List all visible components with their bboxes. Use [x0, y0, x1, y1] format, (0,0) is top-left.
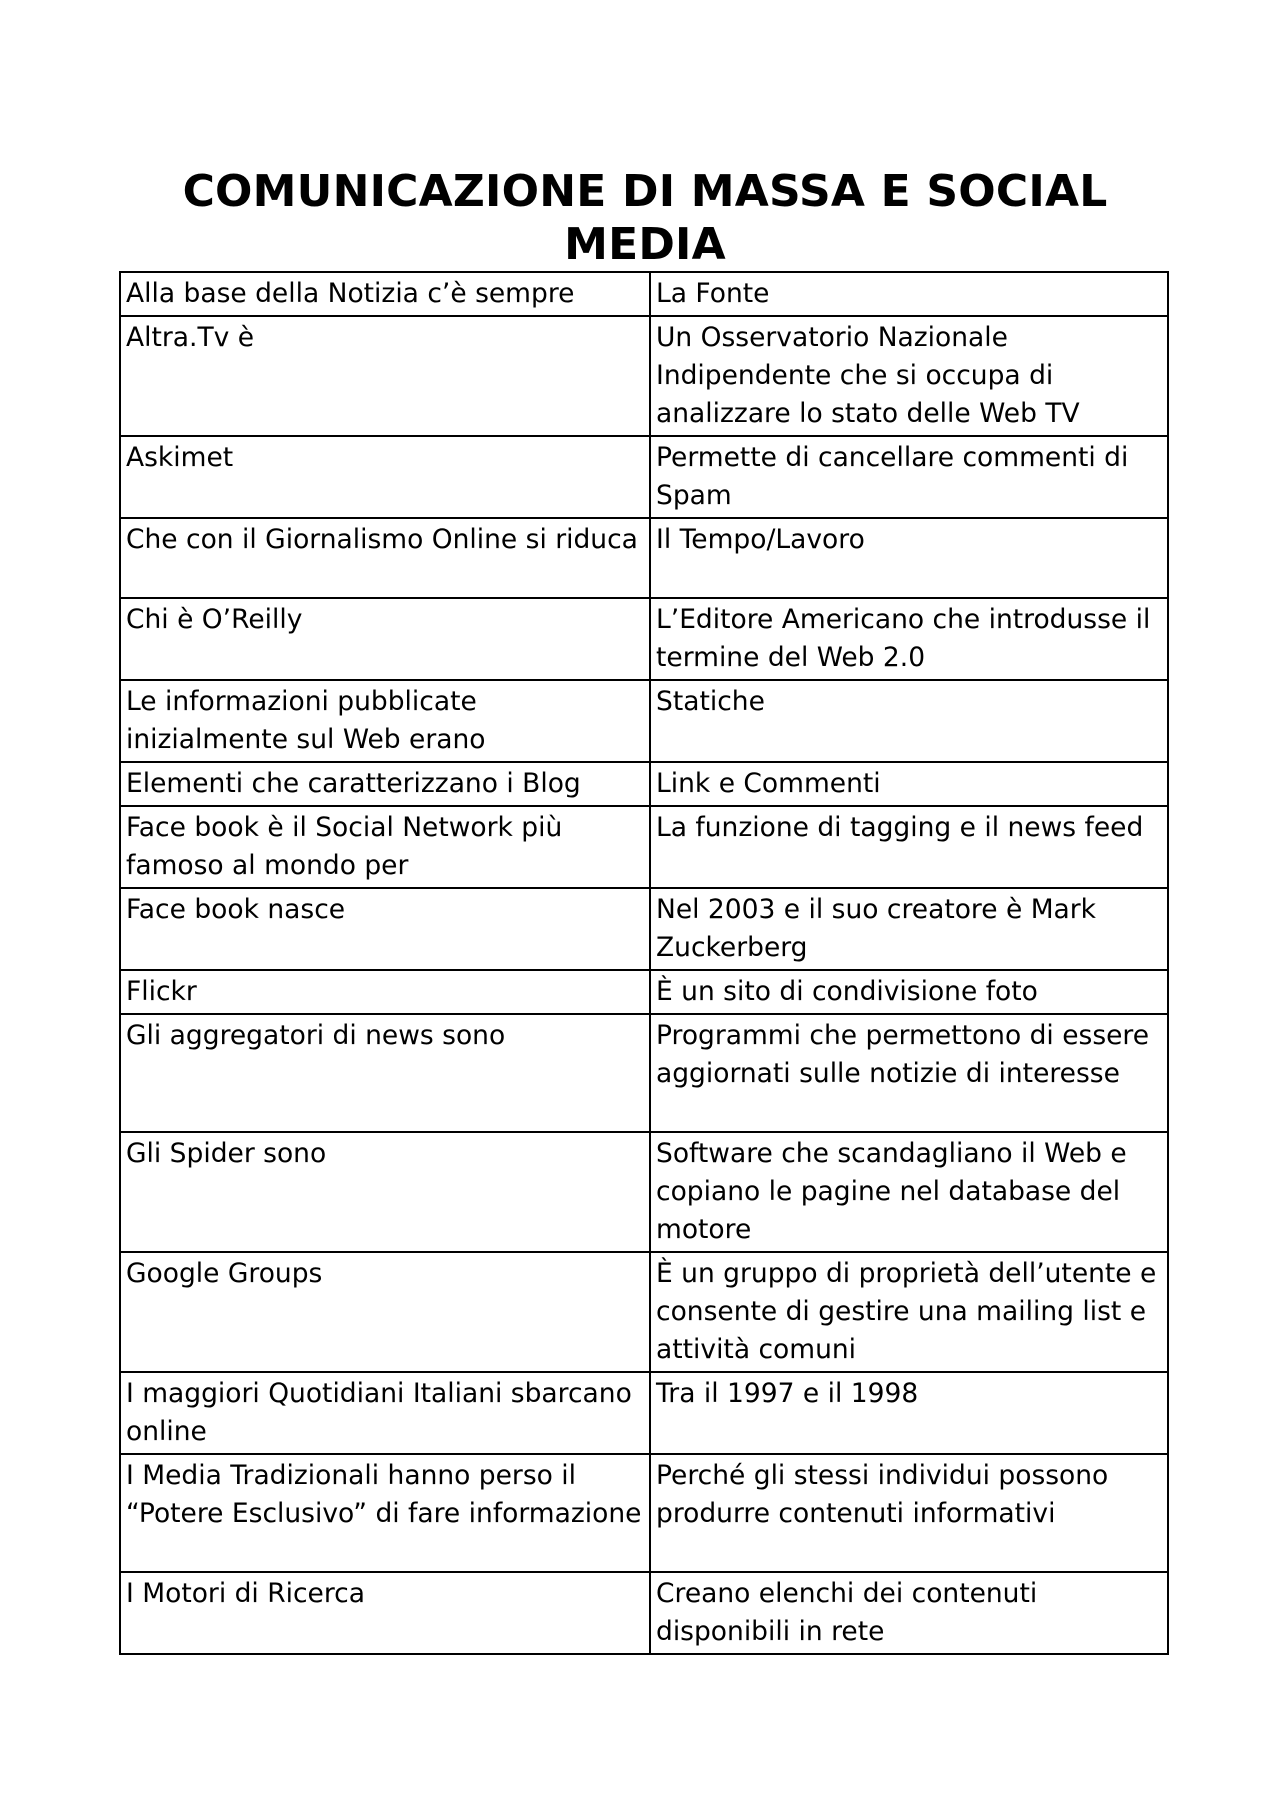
answer-cell: Tra il 1997 e il 1998 [650, 1372, 1168, 1454]
question-cell: Gli aggregatori di news sono [120, 1014, 650, 1132]
table-row [120, 888, 1168, 970]
question-cell: I Motori di Ricerca [120, 1572, 650, 1654]
answer-cell: Creano elenchi dei contenuti disponibili in rete [650, 1572, 1168, 1654]
table-row [120, 1132, 1168, 1252]
question-cell: Chi è O’Reilly [120, 598, 650, 680]
table-row [120, 598, 1168, 680]
table-row [120, 1372, 1168, 1454]
question-cell: Gli Spider sono [120, 1132, 650, 1252]
table-row [120, 316, 1168, 436]
answer-cell: È un sito di condivisione foto [650, 970, 1168, 1014]
question-cell: I maggiori Quotidiani Italiani sbarcano online [120, 1372, 650, 1454]
answer-cell: Statiche [650, 680, 1168, 762]
document-title [120, 165, 1170, 271]
question-cell: Altra.Tv è [120, 316, 650, 436]
answer-cell: Nel 2003 e il suo creatore è Mark Zuckerberg [650, 888, 1168, 970]
question-cell: Face book è il Social Network più famoso al mondo per [120, 806, 650, 888]
table-row [120, 970, 1168, 1014]
question-cell: Alla base della Notizia c’è sempre [120, 272, 650, 316]
table-row [120, 272, 1168, 316]
qa-table [119, 271, 1169, 1655]
answer-cell: È un gruppo di proprietà dell’utente e consente di gestire una mailing list e attività comuni [650, 1252, 1168, 1372]
answer-cell: Permette di cancellare commenti di Spam [650, 436, 1168, 518]
answer-cell: La Fonte [650, 272, 1168, 316]
table-row [120, 1014, 1168, 1132]
answer-cell: Il Tempo/Lavoro [650, 518, 1168, 598]
answer-cell: Link e Commenti [650, 762, 1168, 806]
table-row [120, 1572, 1168, 1654]
table-row [120, 1252, 1168, 1372]
question-cell: Flickr [120, 970, 650, 1014]
answer-cell: L’Editore Americano che introdusse il termine del Web 2.0 [650, 598, 1168, 680]
answer-cell: La funzione di tagging e il news feed [650, 806, 1168, 888]
question-cell: Face book nasce [120, 888, 650, 970]
answer-cell: Perché gli stessi individui possono produrre contenuti informativi [650, 1454, 1168, 1572]
table-row [120, 762, 1168, 806]
question-cell: Askimet [120, 436, 650, 518]
answer-cell: Un Osservatorio Nazionale Indipendente che si occupa di analizzare lo stato delle Web TV [650, 316, 1168, 436]
title-line-1: COMUNICAZIONE DI MASSA E SOCIAL [182, 166, 1108, 217]
question-cell: Google Groups [120, 1252, 650, 1372]
table-row [120, 806, 1168, 888]
question-cell: Che con il Giornalismo Online si riduca [120, 518, 650, 598]
table-row [120, 1454, 1168, 1572]
answer-cell: Programmi che permettono di essere aggiornati sulle notizie di interesse [650, 1014, 1168, 1132]
question-cell: I Media Tradizionali hanno perso il “Potere Esclusivo” di fare informazione [120, 1454, 650, 1572]
title-line-2: MEDIA [564, 219, 726, 270]
question-cell: Elementi che caratterizzano i Blog [120, 762, 650, 806]
answer-cell: Software che scandagliano il Web e copiano le pagine nel database del motore [650, 1132, 1168, 1252]
table-row [120, 436, 1168, 518]
question-cell: Le informazioni pubblicate inizialmente sul Web erano [120, 680, 650, 762]
table-row [120, 680, 1168, 762]
table-row [120, 518, 1168, 598]
